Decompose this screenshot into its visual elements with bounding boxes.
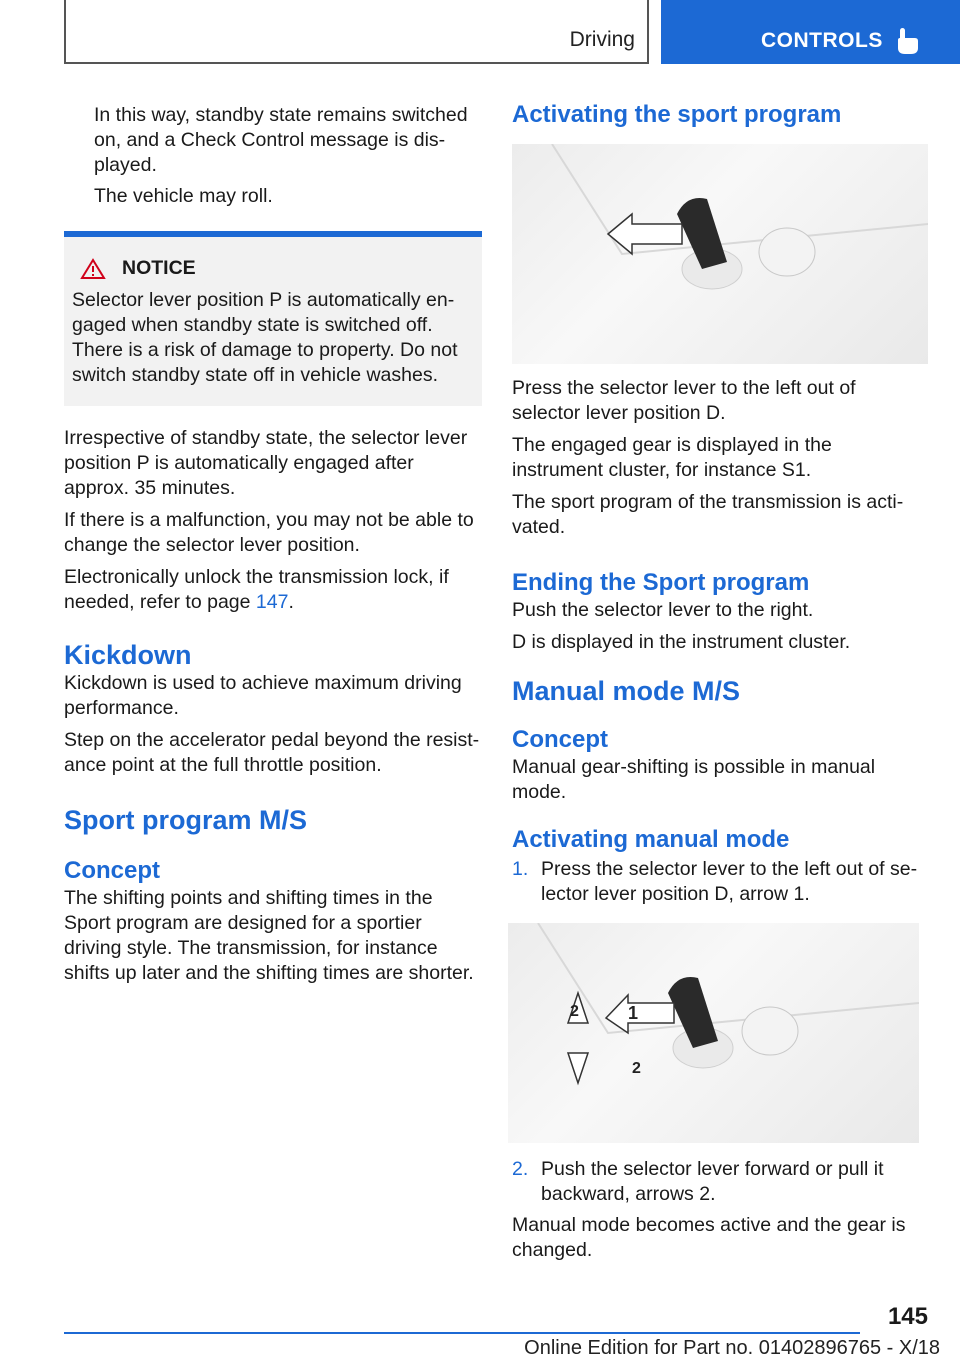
page-link[interactable]: 147	[255, 591, 289, 613]
selector-lever-image	[512, 144, 928, 364]
manual-final-paragraph: Manual mode becomes active and the gear is changed.	[512, 1214, 906, 1261]
unlock-text: Electronically unlock the transmission lock, if needed, refer to page	[64, 566, 449, 613]
step-1-text: Press the selector lever to the left out of se‐lector lever position D, arrow 1.	[541, 858, 918, 905]
standby-paragraph: Irrespective of standby state, the selector lever position P is automatically engaged after approx. 35 minutes.	[64, 427, 468, 499]
manual-mode-heading: Manual mode M/S	[512, 676, 741, 706]
header-chapter-box	[661, 0, 960, 64]
edition-text: Online Edition for Part no. 01402896765 - X/18	[524, 1337, 940, 1359]
arrow-1-label: 1	[628, 1003, 639, 1023]
kickdown-paragraph-2: Step on the accelerator pedal beyond the resist‐ance point at the full throttle position.	[64, 729, 480, 776]
arrow-2-top-label: 2	[570, 1003, 579, 1020]
manual-concept-paragraph: Manual gear-shifting is possible in manual mode.	[512, 756, 876, 803]
pointing-hand-icon	[895, 26, 921, 56]
section-title: Driving	[569, 28, 635, 51]
ending-sport-heading: Ending the Sport program	[512, 569, 810, 596]
arrow-2-bottom-label: 2	[632, 1060, 641, 1077]
kickdown-paragraph-1: Kickdown is used to achieve maximum driving performance.	[64, 672, 462, 719]
manual-mode-image	[508, 923, 919, 1143]
sport-program-heading: Sport program M/S	[64, 805, 308, 835]
step-1-number: 1.	[512, 858, 529, 880]
ending-paragraph-2: D is displayed in the instrument cluster.	[512, 631, 851, 653]
left-column	[64, 100, 482, 986]
intro-roll-text: The vehicle may roll.	[94, 185, 273, 207]
unlock-end: .	[288, 591, 294, 613]
notice-text: Selector lever position P is automatically en‐gaged when standby state is switched off. There is a risk of damage to property. Do not switch standby state off in vehicle washes.	[72, 289, 458, 386]
chapter-title: CONTROLS	[761, 29, 883, 52]
activate-paragraph-1: Press the selector lever to the left out of selector lever position D.	[512, 377, 856, 424]
step-1	[512, 857, 928, 907]
step-2-text: Push the selector lever forward or pull it backward, arrows 2.	[541, 1158, 884, 1205]
manual-concept-heading: Concept	[512, 726, 608, 753]
footer-divider	[64, 1332, 860, 1334]
kickdown-heading: Kickdown	[64, 640, 192, 670]
step-2-number: 2.	[512, 1158, 529, 1180]
concept-heading: Concept	[64, 857, 160, 884]
right-column	[512, 100, 928, 1263]
activate-paragraph-2: The engaged gear is displayed in the instrument cluster, for instance S1.	[512, 434, 832, 481]
malfunction-paragraph: If there is a malfunction, you may not be able to change the selector lever position.	[64, 509, 474, 556]
header-section-box	[64, 0, 649, 64]
intro-paragraph: In this way, standby state remains switched on, and a Check Control message is dis‐played.	[94, 104, 468, 176]
ending-paragraph-1: Push the selector lever to the right.	[512, 599, 814, 621]
concept-paragraph: The shifting points and shifting times in the Sport program are designed for a sportier driving style. The transmission, for instance shifts up later and the shifting times are shorter.	[64, 887, 474, 984]
page-number: 145	[887, 1303, 928, 1330]
activate-paragraph-3: The sport program of the transmission is acti‐vated.	[512, 491, 904, 538]
notice-title: NOTICE	[122, 257, 196, 279]
step-2	[512, 1157, 928, 1207]
warning-triangle-icon	[80, 258, 106, 280]
notice-box	[64, 231, 482, 406]
activating-sport-heading: Activating the sport program	[512, 101, 842, 128]
notice-header	[72, 257, 474, 280]
activating-manual-heading: Activating manual mode	[512, 826, 790, 853]
unlock-paragraph	[64, 565, 482, 615]
